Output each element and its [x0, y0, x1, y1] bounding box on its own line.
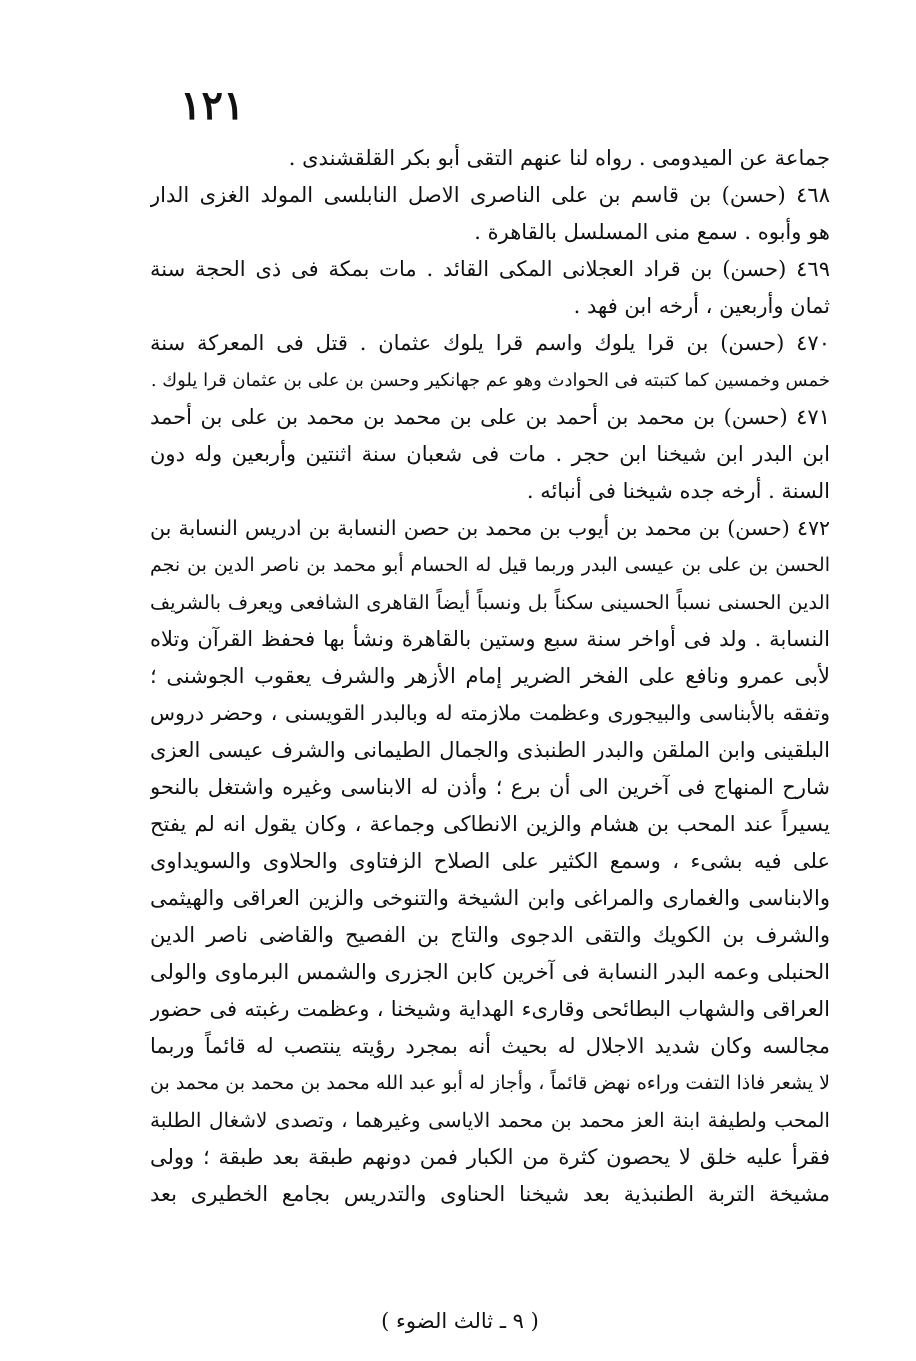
- text-line: ٤٧٢ (حسن) بن محمد بن أيوب بن محمد بن حصن النسابة بن ادريس النسابة بن: [150, 516, 830, 540]
- text-line: ٤٧٠ (حسن) بن قرا يلوك واسم قرا يلوك عثمان . قتل فى المعركة سنة: [150, 331, 830, 355]
- text-line: مشيخة التربة الطنبذية بعد شيخنا الحناوى والتدريس بجامع الخطيرى بعد: [150, 1182, 830, 1206]
- text-line: الحسن بن على بن عيسى البدر وربما قيل له الحسام أبو محمد بن ناصر الدين بن نجم: [150, 554, 830, 576]
- text-line: المحب ولطيفة ابنة العز محمد بن محمد الاياسى وغيرهما ، وتصدى لاشغال الطلبة: [150, 1108, 830, 1132]
- text-line: شارح المنهاج فى آخرين الى أن برع ؛ وأذن له الابناسى وغيره واشتغل بالنحو: [150, 775, 830, 799]
- page-footer-signature: ( ٩ ـ ثالث الضوء ): [381, 1309, 539, 1333]
- text-line: مجالسه وكان شديد الاجلال له بحيث أنه بمجرد رؤيته ينتصب له قائماً وربما: [150, 1034, 830, 1058]
- text-line: العراقى والشهاب البطائحى وقارىء الهداية وشيخنا ، وعظمت رغبته فى حضور: [150, 997, 830, 1021]
- text-line: السنة . أرخه جده شيخنا فى أنبائه .: [526, 479, 830, 503]
- text-line: يسيراً عند المحب بن هشام والزين الانطاكى وجماعة ، وكان يقول انه لم يفتح: [150, 812, 830, 836]
- text-line: النسابة . ولد فى أواخر سنة سبع وستين بالقاهرة ونشأ بها فحفظ القرآن وتلاه: [150, 627, 830, 651]
- text-line: خمس وخمسين كما كتبته فى الحوادث وهو عم جهانكير وحسن بن على بن عثمان قرا يلوك .: [150, 370, 830, 391]
- text-line: لأبى عمرو ونافع على الفخر الضرير إمام الأزهر والشرف يعقوب الجوشنى ؛: [150, 664, 830, 688]
- text-line: البلقينى وابن الملقن والبدر الطنبذى والجمال الطيمانى والشرف عيسى العزى: [150, 738, 830, 762]
- text-line: وتفقه بالأبناسى والبيجورى وعظمت ملازمته له وبالبدر القويسنى ، وحضر دروس: [150, 701, 830, 725]
- text-line: ثمان وأربعين ، أرخه ابن فهد .: [573, 294, 830, 318]
- text-line: لا يشعر فاذا التفت وراءه نهض قائماً ، وأجاز له أبو عبد الله محمد بن محمد بن محمد بن: [150, 1072, 830, 1094]
- text-line: الدين الحسنى نسباً الحسينى سكناً بل ونسباً أيضاً القاهرى الشافعى ويعرف بالشريف: [150, 591, 830, 614]
- text-line: ٤٦٩ (حسن) بن قراد العجلانى المكى القائد . مات بمكة فى ذى الحجة سنة: [150, 257, 830, 281]
- text-line: فقرأ عليه خلق لا يحصون كثرة من الكبار فمن دونهم طبقة بعد طبقة ؛ وولى: [150, 1145, 830, 1169]
- text-line: ٤٦٨ (حسن) بن قاسم بن على الناصرى الاصل النابلسى المولد الغزى الدار: [150, 183, 830, 207]
- page-body-text: [150, 140, 830, 1213]
- text-line: على فيه بشىء ، وسمع الكثير على الصلاح الزفتاوى والحلاوى والسويداوى: [150, 849, 830, 873]
- text-line: الحنبلى وعمه البدر النسابة فى آخرين كابن الجزرى والشمس البرماوى والولى: [150, 960, 830, 984]
- text-line: والشرف بن الكويك والتقى الدجوى والتاج بن الفصيح والقاضى ناصر الدين: [150, 923, 830, 947]
- text-line: جماعة عن الميدومى . رواه لنا عنهم التقى أبو بكر القلقشندى .: [288, 146, 830, 170]
- text-line: هو وأبوه . سمع منى المسلسل بالقاهرة .: [474, 220, 830, 244]
- text-line: ابن البدر ابن شيخنا ابن حجر . مات فى شعبان سنة اثنتين وأربعين وله دون: [150, 442, 830, 466]
- page-number: ١٢١: [180, 82, 245, 129]
- text-line: والابناسى والغمارى والمراغى وابن الشيخة والتنوخى والزين العراقى والهيثمى: [150, 886, 830, 910]
- text-line: ٤٧١ (حسن) بن محمد بن أحمد بن على بن محمد بن محمد بن على بن أحمد: [150, 405, 830, 429]
